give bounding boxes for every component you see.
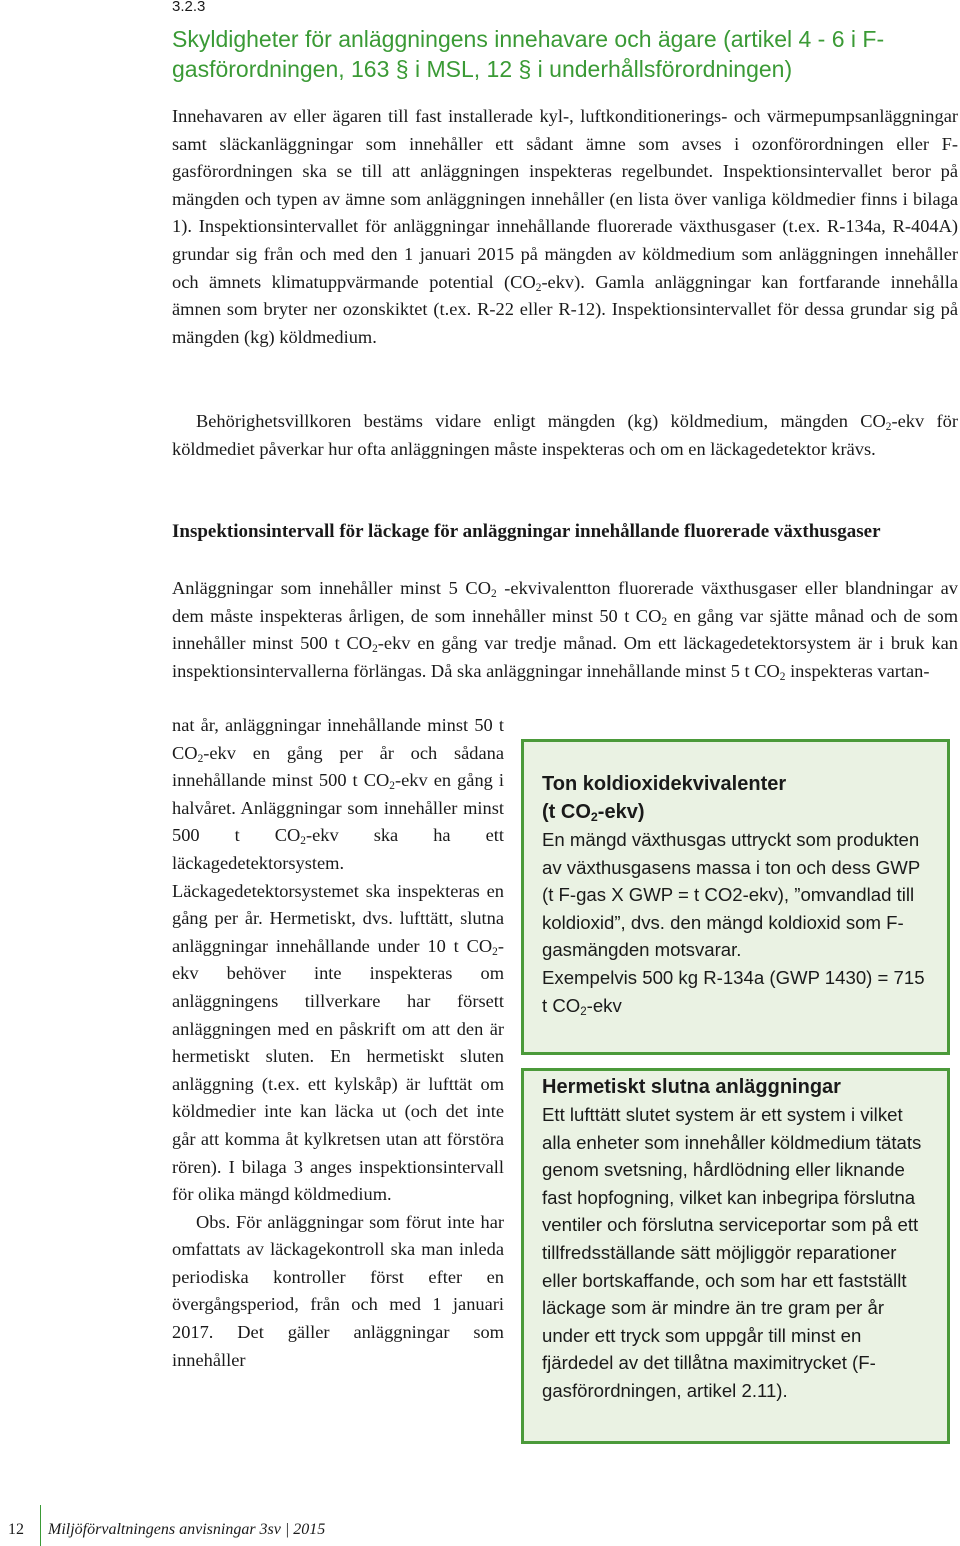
section-title: Skyldigheter för anläggningens innehavare och ägare (artikel 4 - 6 i F-gasförordningen, 163 § i MSL, 12 § i underhållsförordningen) bbox=[172, 26, 885, 82]
wide-tail: inspekteras vartan- bbox=[785, 660, 930, 681]
intro-paragraph-2: Behörighetsvillkoren bestäms vidare enligt mängden (kg) köldmedium, mängden $CO_2$-ekv för köldmediet påverkar hur ofta anläggningen måste inspekteras och om en läckagedetektor krävs. bbox=[172, 411, 958, 459]
inspection-paragraph-wide: Anläggningar som innehåller minst 5 $CO_2$ -ekvivalentton fluorerade växthusgaser eller blandningar av dem måste inspekteras årligen, de som innehåller minst 50 t $CO_2$ en gång var sjätte månad och de som innehåller minst 500 t $CO_2$-ekv en gång var tredje månad. Om ett läckagedetektorsystem är i bruk kan inspektionsintervallerna förlängas. Då ska anläggningar innehållande minst 5 t $CO_2$ inspekteras vartan- bbox=[172, 578, 958, 683]
publication-name: Miljöförvaltningens anvisningar 3sv | 2015 bbox=[48, 1521, 326, 1538]
obs-paragraph: Obs. För anläggningar som förut inte har omfattats av läckagekontroll ska man inleda periodiska kontroller först efter en övergångsperiod, från och med 1 januari 2017. Det gäller anläggningar som innehåller bbox=[172, 1211, 504, 1370]
section-number: 3.2.3 bbox=[172, 0, 206, 15]
info-box-hermetic-title: Hermetiskt slutna anläggningar bbox=[542, 1076, 841, 1098]
info-box-ton-text: En mängd växthusgas uttryckt som produkten av växthusgasens massa i ton och dess GWP (t F-gas X GWP = t CO2-ekv), ”omvandlad till koldioxid”, dvs. den mängd koldioxid som F-gasmängden motsvarar. bbox=[542, 829, 920, 961]
info-box-hermetic bbox=[521, 1068, 950, 1444]
info-box-ton-example: Exempelvis 500 kg R-134a (GWP 1430) = 715 t $CO_2$-ekv bbox=[542, 966, 925, 1018]
inspection-paragraph-narrow: nat år, anläggningar innehållande minst 50 t $CO_2$-ekv en gång per år och sådana innehållande minst 500 t $CO_2$-ekv en gång i halvåret. Anläggningar som innehåller minst 500 t $CO_2$-ekv ska ha ett läckagedetektorsystem. Läckagedetektorsystemet ska inspekteras en gång per år. Hermetiskt, dvs. lufttätt, slutna anläggningar innehållande under 10 t $CO_2$-ekv behöver inte inspekteras om anläggningens tillverkare har försett anläggningen med en påskrift om att den är hermetiskt sluten. En hermetiskt sluten anläggning (t.ex. ett kylskåp) är lufttät om köldmedier inte kan läcka ut (och det inte går att komma åt kylkretsen utan att förstöra rören). I bilaga 3 anges inspektionsintervall för olika mängd köldmedium. bbox=[172, 715, 505, 1205]
subheading: Inspektionsintervall för läckage för anläggningar innehållande fluorerade växthusgaser bbox=[172, 521, 881, 542]
info-box-ton-title: Ton koldioxidekvivalenter (t $CO_2-ekv$) bbox=[542, 773, 787, 825]
info-box-ton bbox=[521, 739, 950, 1055]
footer bbox=[8, 1521, 325, 1539]
page-number: 12 bbox=[8, 1521, 24, 1538]
inspection-column bbox=[172, 712, 504, 1374]
info-box-hermetic-text: Ett lufttätt slutet system är ett system i vilket alla enheter som innehåller köldmedium tätats genom svetsning, hårdlödning eller liknande fast hopfogning, vilket kan inbegripa förslutna ventiler och förslutna serviceportar som på ett tillfredsställande sätt möjliggör reparationer eller bortskaffande, och som har ett fastställt läckage som är mindre än tre gram per år under ett tryck som uppgår till minst en fjärdedel av det tillåtna maximitrycket (F-gasförordningen, artikel 2.11). bbox=[542, 1104, 922, 1401]
intro-paragraph-1: Innehavaren av eller ägaren till fast installerade kyl-, luftkonditionerings- och värmepumpsanläggningar samt släckanläggningar som innehåller ett sådant ämne som avses i ozonförordningen eller F-gasförordningen ska se till att anläggningen inspekteras regelbundet. Inspektionsintervallet beror på mängden och typen av ämne som anläggningen innehåller (en lista över vanliga köldmedier finns i bilaga 1). Inspektionsintervallet för anläggningar innehållande fluorerade växthusgaser (t.ex. R-134a, R-404A) grundar sig från och med den 1 januari 2015 på mängden av köldmedium som anläggningen innehåller och ämnets klimatuppvärmande potential $(CO_2-ekv)$. Gamla anläggningar kan fortfarande innehålla ämnen som bryter ner ozonskiktet (t.ex. R-22 eller R-12). Inspektionsintervallet för dessa grundar sig på mängden (kg) köldmedium. bbox=[172, 106, 958, 347]
